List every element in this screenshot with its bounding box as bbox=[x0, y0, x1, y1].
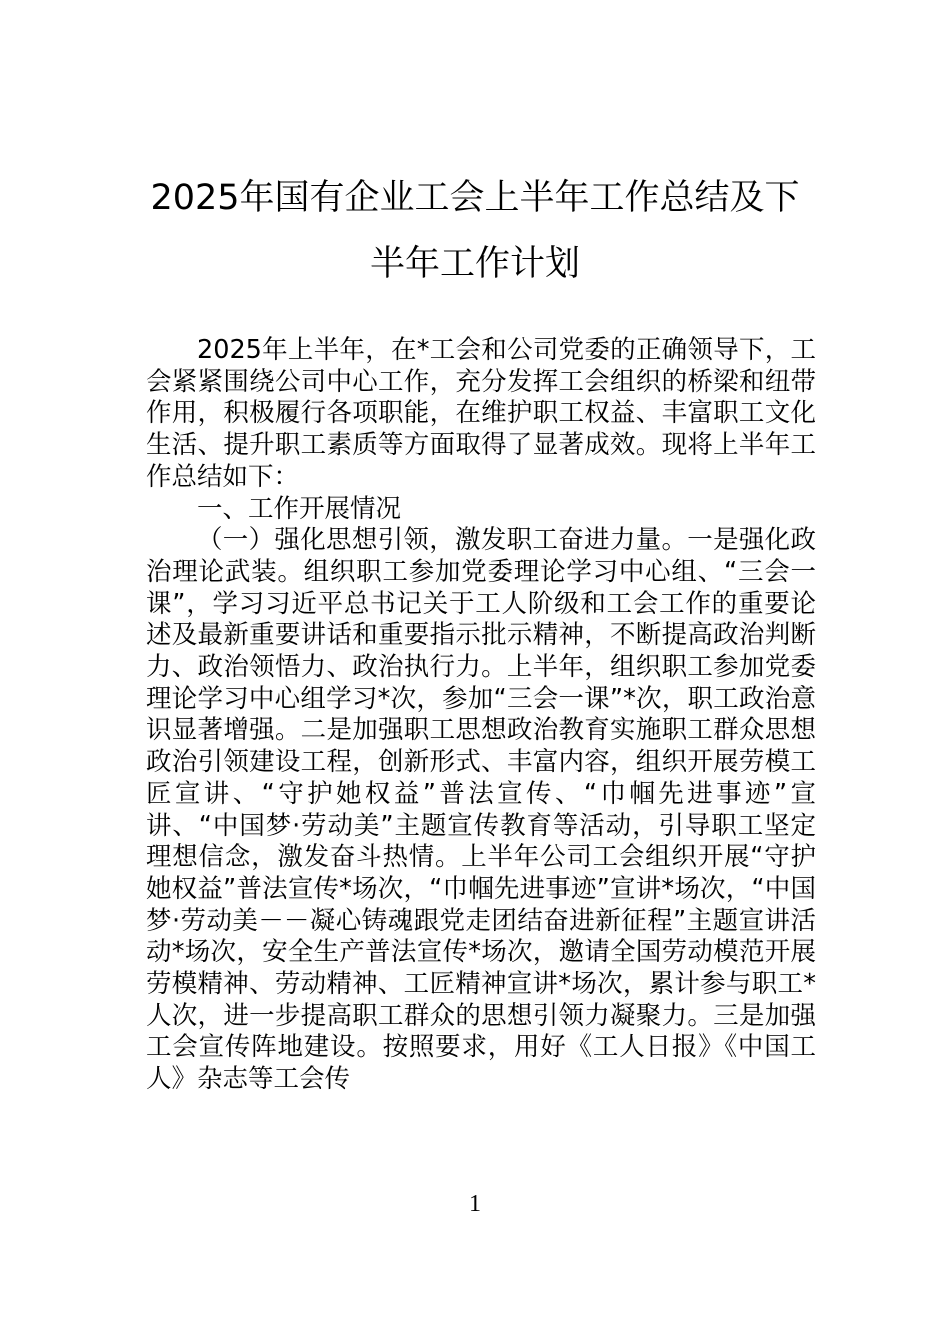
document-title-line-2: 半年工作计划 bbox=[369, 244, 580, 284]
document-title-line-1: 2025年国有企业工会上半年工作总结及下 bbox=[150, 178, 800, 218]
section-heading: 一、工作开展情况 bbox=[197, 493, 402, 524]
body-paragraph: （一）强化思想引领，激发职工奋进力量。一是强化政治理论武装。组织职工参加党委理论学习中心组、“三会一课”，学习习近平总书记关于工人阶级和工会工作的重要论述及最新重要讲话和重要指示批示精神，不断提高政治判断力、政治领悟力、政治执行力。上半年，组织职工参加党委理论学习中心组学习*次，参加“三会一课”*次，职工政治意识显著增强。二是加强职工思想政治教育实施职工群众思想政治引领建设工程，创新形式、丰富内容，组织开展劳模工匠宣讲、“守护她权益”普法宣传、“巾帼先进事迹”宣讲、“中国梦·劳动美”主题宣传教育等活动，引导职工坚定理想信念，激发奋斗热情。上半年公司工会组织开展“守护她权益”普法宣传*场次，“巾帼先进事迹”宣讲*场次，“中国梦·劳动美－－凝心铸魂跟党走团结奋进新征程”主题宣讲活动*场次，安全生产普法宣传*场次，邀请全国劳动模范开展劳模精神、劳动精神、工匠精神宣讲*场次，累计参与职工*人次，进一步提高职工群众的思想引领力凝聚力。三是加强工会宣传阵地建设。按照要求，用好《工人日报》《中国工人》杂志等工会传 bbox=[146, 525, 816, 1095]
page-number: 1 bbox=[469, 1191, 481, 1217]
document-body bbox=[146, 335, 816, 1096]
intro-paragraph: 2025年上半年，在*工会和公司党委的正确领导下，工会紧紧围绕公司中心工作，充分发挥工会组织的桥梁和纽带作用，积极履行各项职能，在维护职工权益、丰富职工文化生活、提升职工素质等方面取得了显著成效。现将上半年工作总结如下： bbox=[146, 335, 816, 492]
